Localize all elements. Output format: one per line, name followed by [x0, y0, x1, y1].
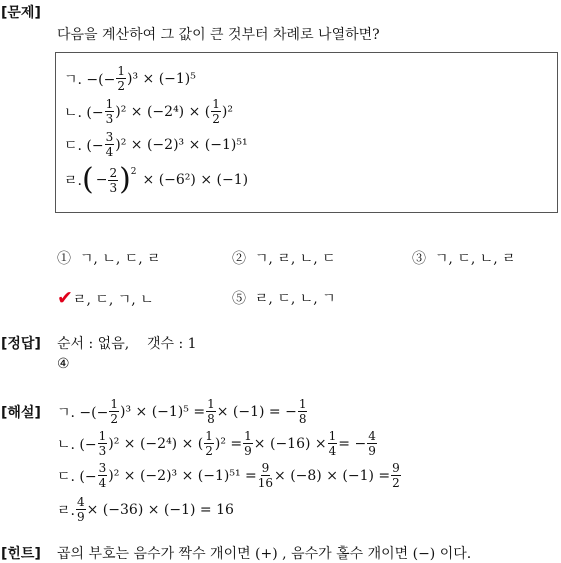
- option-3[interactable]: ③ ㄱ, ㄷ, ㄴ, ㄹ: [412, 251, 516, 267]
- problem-tag: [문제]: [1, 5, 41, 21]
- fraction: $\frac{1}{3}$: [105, 97, 114, 126]
- fraction: $\frac{3}{4}$: [105, 130, 114, 159]
- question-text: 다음을 계산하여 그 값이 큰 것부터 차례로 나열하면?: [57, 27, 380, 43]
- answer-tag: [정답]: [1, 336, 41, 352]
- explanation-line-4: ㄹ. $\frac{4}{9}$ × (−36) × (−1) = 16: [57, 495, 234, 524]
- explanation-tag: [해설]: [1, 405, 41, 421]
- item-4: ㄹ. ( − $\frac{2}{3}$ ) $^2$ × (−6²) × (−1): [64, 162, 249, 197]
- item-3: ㄷ. (− $\frac{3}{4}$ )² × (−2)³ × (−1)⁵¹: [64, 130, 248, 159]
- hint-tag: [힌트]: [1, 546, 41, 562]
- item-2: ㄴ. (− $\frac{1}{3}$ )² × (−2⁴) × ( $\frac{1}{2}$ )²: [64, 97, 233, 126]
- option-5[interactable]: ⑤ ㄹ, ㄷ, ㄴ, ㄱ: [232, 291, 336, 307]
- explanation-line-3: ㄷ. (− $\frac{3}{4}$ )² × (−2)³ × (−1)⁵¹ = $\frac{9}{16}$ × (−8) × (−1) = $\frac{9}{2}$: [57, 461, 400, 490]
- hint-text: 곱의 부호는 음수가 짝수 개이면 (+) , 음수가 홀수 개이면 (−) 이다.: [57, 546, 472, 562]
- explanation-line-1: ㄱ. −(− $\frac{1}{2}$ )³ × (−1)⁵ = $\frac{1}{8}$ × (−1) = − $\frac{1}{8}$: [57, 397, 307, 426]
- item-1: ㄱ. −(− $\frac{1}{2}$ )³ × (−1)⁵: [64, 64, 196, 93]
- answer-value: ④: [57, 356, 70, 372]
- fraction: $\frac{1}{2}$: [117, 64, 125, 93]
- option-4[interactable]: ✔ㄹ, ㄷ, ㄱ, ㄴ: [57, 287, 154, 309]
- option-1[interactable]: ① ㄱ, ㄴ, ㄷ, ㄹ: [57, 251, 161, 267]
- items-box: [55, 52, 558, 213]
- checkmark-icon: ✔: [57, 287, 73, 309]
- fraction: $\frac{1}{2}$: [212, 97, 220, 126]
- explanation-line-2: ㄴ. (− $\frac{1}{3}$ )² × (−2⁴) × ( $\frac{1}{2}$ )² = $\frac{1}{9}$ × (−16) × $\frac{1}{4}$ = − $\frac{4}{9}$: [57, 429, 376, 458]
- fraction: $\frac{2}{3}$: [109, 165, 118, 195]
- answer-meta: 순서 : 없음, 갯수 : 1: [57, 336, 197, 352]
- option-2[interactable]: ② ㄱ, ㄹ, ㄴ, ㄷ: [232, 251, 336, 267]
